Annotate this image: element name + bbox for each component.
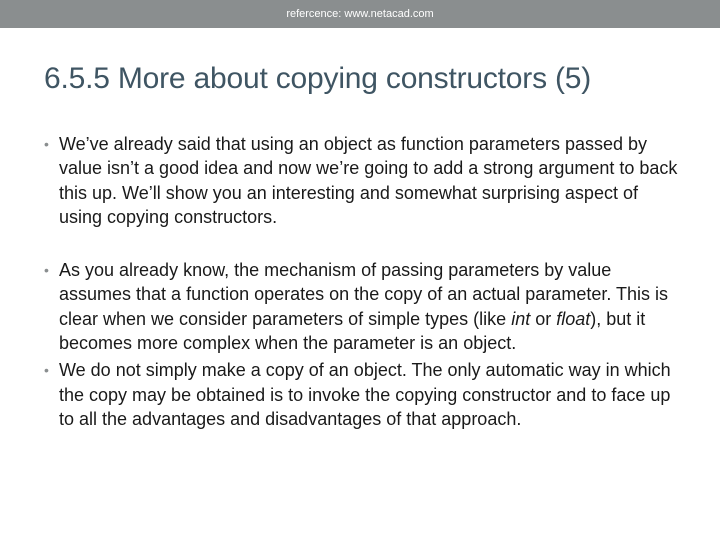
code-term-int: int xyxy=(511,308,531,329)
top-reference-band xyxy=(0,0,720,28)
bullet-text: We’ve already said that using an object as function parameters passed by value isn’t a good idea and now we’re going to add a strong argument to back this up. We’ll show you an interesting and somewhat surprising aspect of using copying constructors. xyxy=(59,134,678,227)
bullet-marker: • xyxy=(44,262,49,279)
code-term-float: float xyxy=(556,308,591,329)
bullet-item xyxy=(44,132,684,229)
bullet-text-part: As you already know, the mechanism of passing parameters by value assumes that a function operates on the copy of an actual parameter. This is clear when we consider parameters of simple types (like xyxy=(59,260,669,329)
bullet-text-part: or xyxy=(530,308,557,329)
bullet-marker: • xyxy=(44,136,49,152)
slide-title: 6.5.5 More about copying constructors (5) xyxy=(44,62,592,95)
bullet-marker: • xyxy=(44,362,49,379)
bullet-item xyxy=(44,258,684,355)
reference-text: refercence: www.netacad.com xyxy=(286,8,434,20)
bullet-item xyxy=(44,358,684,431)
bullet-text: We do not simply make a copy of an object. The only automatic way in which the copy may be obtained is to invoke the copying constructor and to face up to all the advantages and disadvantages of that approach. xyxy=(59,360,671,429)
bullet-text-part: ), but it becomes more complex when the parameter is an object. xyxy=(59,308,646,354)
slide-content xyxy=(44,132,684,431)
